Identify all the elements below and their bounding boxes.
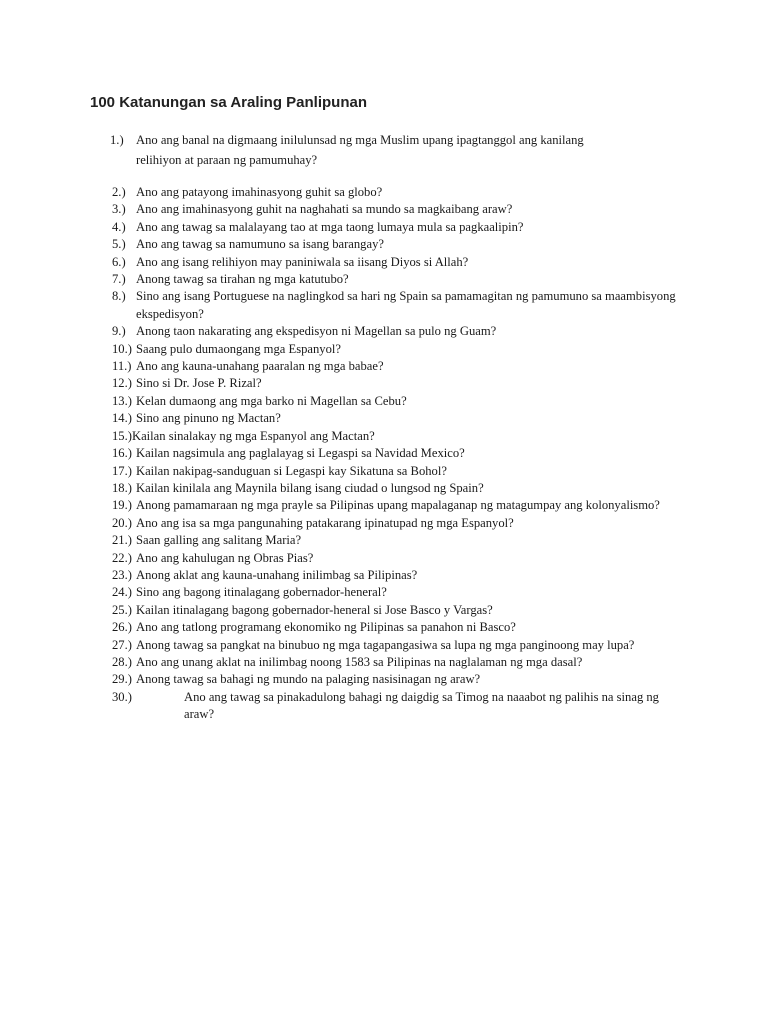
question-number: 23.)	[112, 567, 132, 582]
question-number: 20.)	[112, 515, 132, 530]
question-text: Ano ang isang relihiyon may paniniwala sa iisang Diyos si Allah?	[136, 254, 469, 269]
question-item	[112, 602, 692, 619]
question-number: 8.)	[112, 289, 126, 304]
question-text: Ano ang tawag sa namumuno sa isang barangay?	[136, 237, 384, 252]
question-number: 4.)	[112, 219, 126, 234]
question-number: 14.)	[112, 411, 132, 426]
question-item	[112, 323, 692, 340]
question-text: Ano ang tatlong programang ekonomiko ng Pilipinas sa panahon ni Basco?	[136, 620, 516, 635]
question-number: 26.)	[112, 620, 132, 635]
question-item	[112, 550, 692, 567]
question-text: Ano ang patayong imahinasyong guhit sa globo?	[136, 185, 383, 199]
question-item	[112, 637, 692, 654]
question-number: 22.)	[112, 550, 132, 565]
question-number: 9.)	[112, 324, 126, 339]
question-item	[112, 184, 692, 201]
question-text: Anong tawag sa pangkat na binubuo ng mga tagapangasiwa sa lupa ng mga panginoong may lupa?	[136, 637, 635, 652]
question-item	[112, 689, 692, 724]
question-number: 13.)	[112, 393, 132, 408]
question-text: Ano ang tawag sa pinakadulong bahagi ng daigdig sa Timog na naaabot ng palihis na sinag ng araw?	[184, 689, 659, 722]
question-text: Ano ang banal na digmaang inilulunsad ng mga Muslim upang ipagtanggol ang kanilang	[136, 133, 584, 147]
question-number: 30.)	[112, 689, 132, 704]
question-item	[112, 201, 692, 218]
question-item	[112, 219, 692, 236]
question-number: 29.)	[112, 672, 132, 687]
question-number: 16.)	[112, 446, 132, 461]
question-item	[112, 271, 692, 288]
question-number: 27.)	[112, 637, 132, 652]
question-item	[112, 463, 692, 480]
question-number: 19.)	[112, 498, 132, 513]
question-item	[112, 288, 692, 323]
question-item	[112, 671, 692, 688]
question-text: Sino ang isang Portuguese na naglingkod sa hari ng Spain sa pamamagitan ng pamumuno sa maambisyong ekspedisyon?	[136, 289, 676, 321]
question-item	[112, 567, 692, 584]
question-number: 6.)	[112, 254, 126, 269]
question-number: 2.)	[112, 185, 126, 199]
question-item	[112, 236, 692, 253]
question-text: Anong tawag sa tirahan ng mga katutubo?	[136, 272, 349, 287]
question-text: Anong pamamaraan ng mga prayle sa Pilipinas upang mapalaganap ng matagumpay ang kolonyalismo?	[136, 498, 660, 513]
question-text: Ano ang kauna-unahang paaralan ng mga babae?	[136, 359, 384, 374]
question-item	[112, 375, 692, 392]
question-item	[112, 341, 692, 358]
question-item-1	[110, 130, 680, 170]
question-text: Sino ang pinuno ng Mactan?	[136, 411, 281, 426]
question-item	[112, 480, 692, 497]
question-number: 1.)	[110, 133, 124, 147]
question-text: Kailan kinilala ang Maynila bilang isang ciudad o lungsod ng Spain?	[136, 480, 484, 495]
question-number: 17.)	[112, 463, 132, 478]
question-text: Kailan itinalagang bagong gobernador-heneral si Jose Basco y Vargas?	[136, 602, 493, 617]
question-item	[112, 410, 692, 427]
question-text: Saang pulo dumaongang mga Espanyol?	[136, 341, 341, 356]
question-text-continued: relihiyon at paraan ng pamumuhay?	[136, 153, 318, 167]
question-text: Anong taon nakarating ang ekspedisyon ni Magellan sa pulo ng Guam?	[136, 324, 497, 339]
question-number: 5.)	[112, 237, 126, 252]
question-number: 24.)	[112, 585, 132, 600]
question-text: Ano ang tawag sa malalayang tao at mga taong lumaya mula sa pagkaalipin?	[136, 219, 524, 234]
question-item	[112, 584, 692, 601]
question-text: Saan galling ang salitang Maria?	[136, 533, 302, 548]
question-item	[112, 619, 692, 636]
question-text: Sino si Dr. Jose P. Rizal?	[136, 376, 262, 391]
question-text: Kailan nakipag-sanduguan si Legaspi kay Sikatuna sa Bohol?	[136, 463, 447, 478]
question-text: Kailan nagsimula ang paglalayag si Legaspi sa Navidad Mexico?	[136, 446, 465, 461]
question-number: 25.)	[112, 602, 132, 617]
question-text: Anong aklat ang kauna-unahang inilimbag sa Pilipinas?	[136, 567, 418, 582]
question-item	[112, 393, 692, 410]
question-text: Kelan dumaong ang mga barko ni Magellan sa Cebu?	[136, 393, 407, 408]
question-list	[112, 184, 692, 724]
question-item	[112, 358, 692, 375]
question-number: 28.)	[112, 654, 132, 669]
question-number: 3.)	[112, 202, 126, 217]
question-text: Ano ang unang aklat na inilimbag noong 1583 sa Pilipinas na naglalaman ng mga dasal?	[136, 654, 583, 669]
question-text: Sino ang bagong itinalagang gobernador-heneral?	[136, 585, 387, 600]
question-text: Kailan sinalakay ng mga Espanyol ang Mactan?	[132, 428, 375, 443]
question-number: 12.)	[112, 376, 132, 391]
question-text: Ano ang isa sa mga pangunahing patakarang ipinatupad ng mga Espanyol?	[136, 515, 514, 530]
question-item	[112, 254, 692, 271]
question-item	[112, 445, 692, 462]
question-number: 11.)	[112, 359, 132, 374]
question-text: Anong tawag sa bahagi ng mundo na palaging nasisinagan ng araw?	[136, 672, 481, 687]
question-item	[112, 428, 692, 445]
question-number: 10.)	[112, 341, 132, 356]
question-number: 18.)	[112, 480, 132, 495]
question-number: 21.)	[112, 533, 132, 548]
question-item	[112, 497, 692, 514]
document-title: 100 Katanungan sa Araling Panlipunan	[90, 94, 368, 111]
question-number: 7.)	[112, 272, 126, 287]
question-text: Ano ang imahinasyong guhit na naghahati sa mundo sa magkaibang araw?	[136, 202, 513, 217]
question-item	[112, 532, 692, 549]
question-number: 15.)	[112, 428, 132, 443]
question-item	[112, 515, 692, 532]
question-item	[112, 654, 692, 671]
question-text: Ano ang kahulugan ng Obras Pias?	[136, 550, 314, 565]
